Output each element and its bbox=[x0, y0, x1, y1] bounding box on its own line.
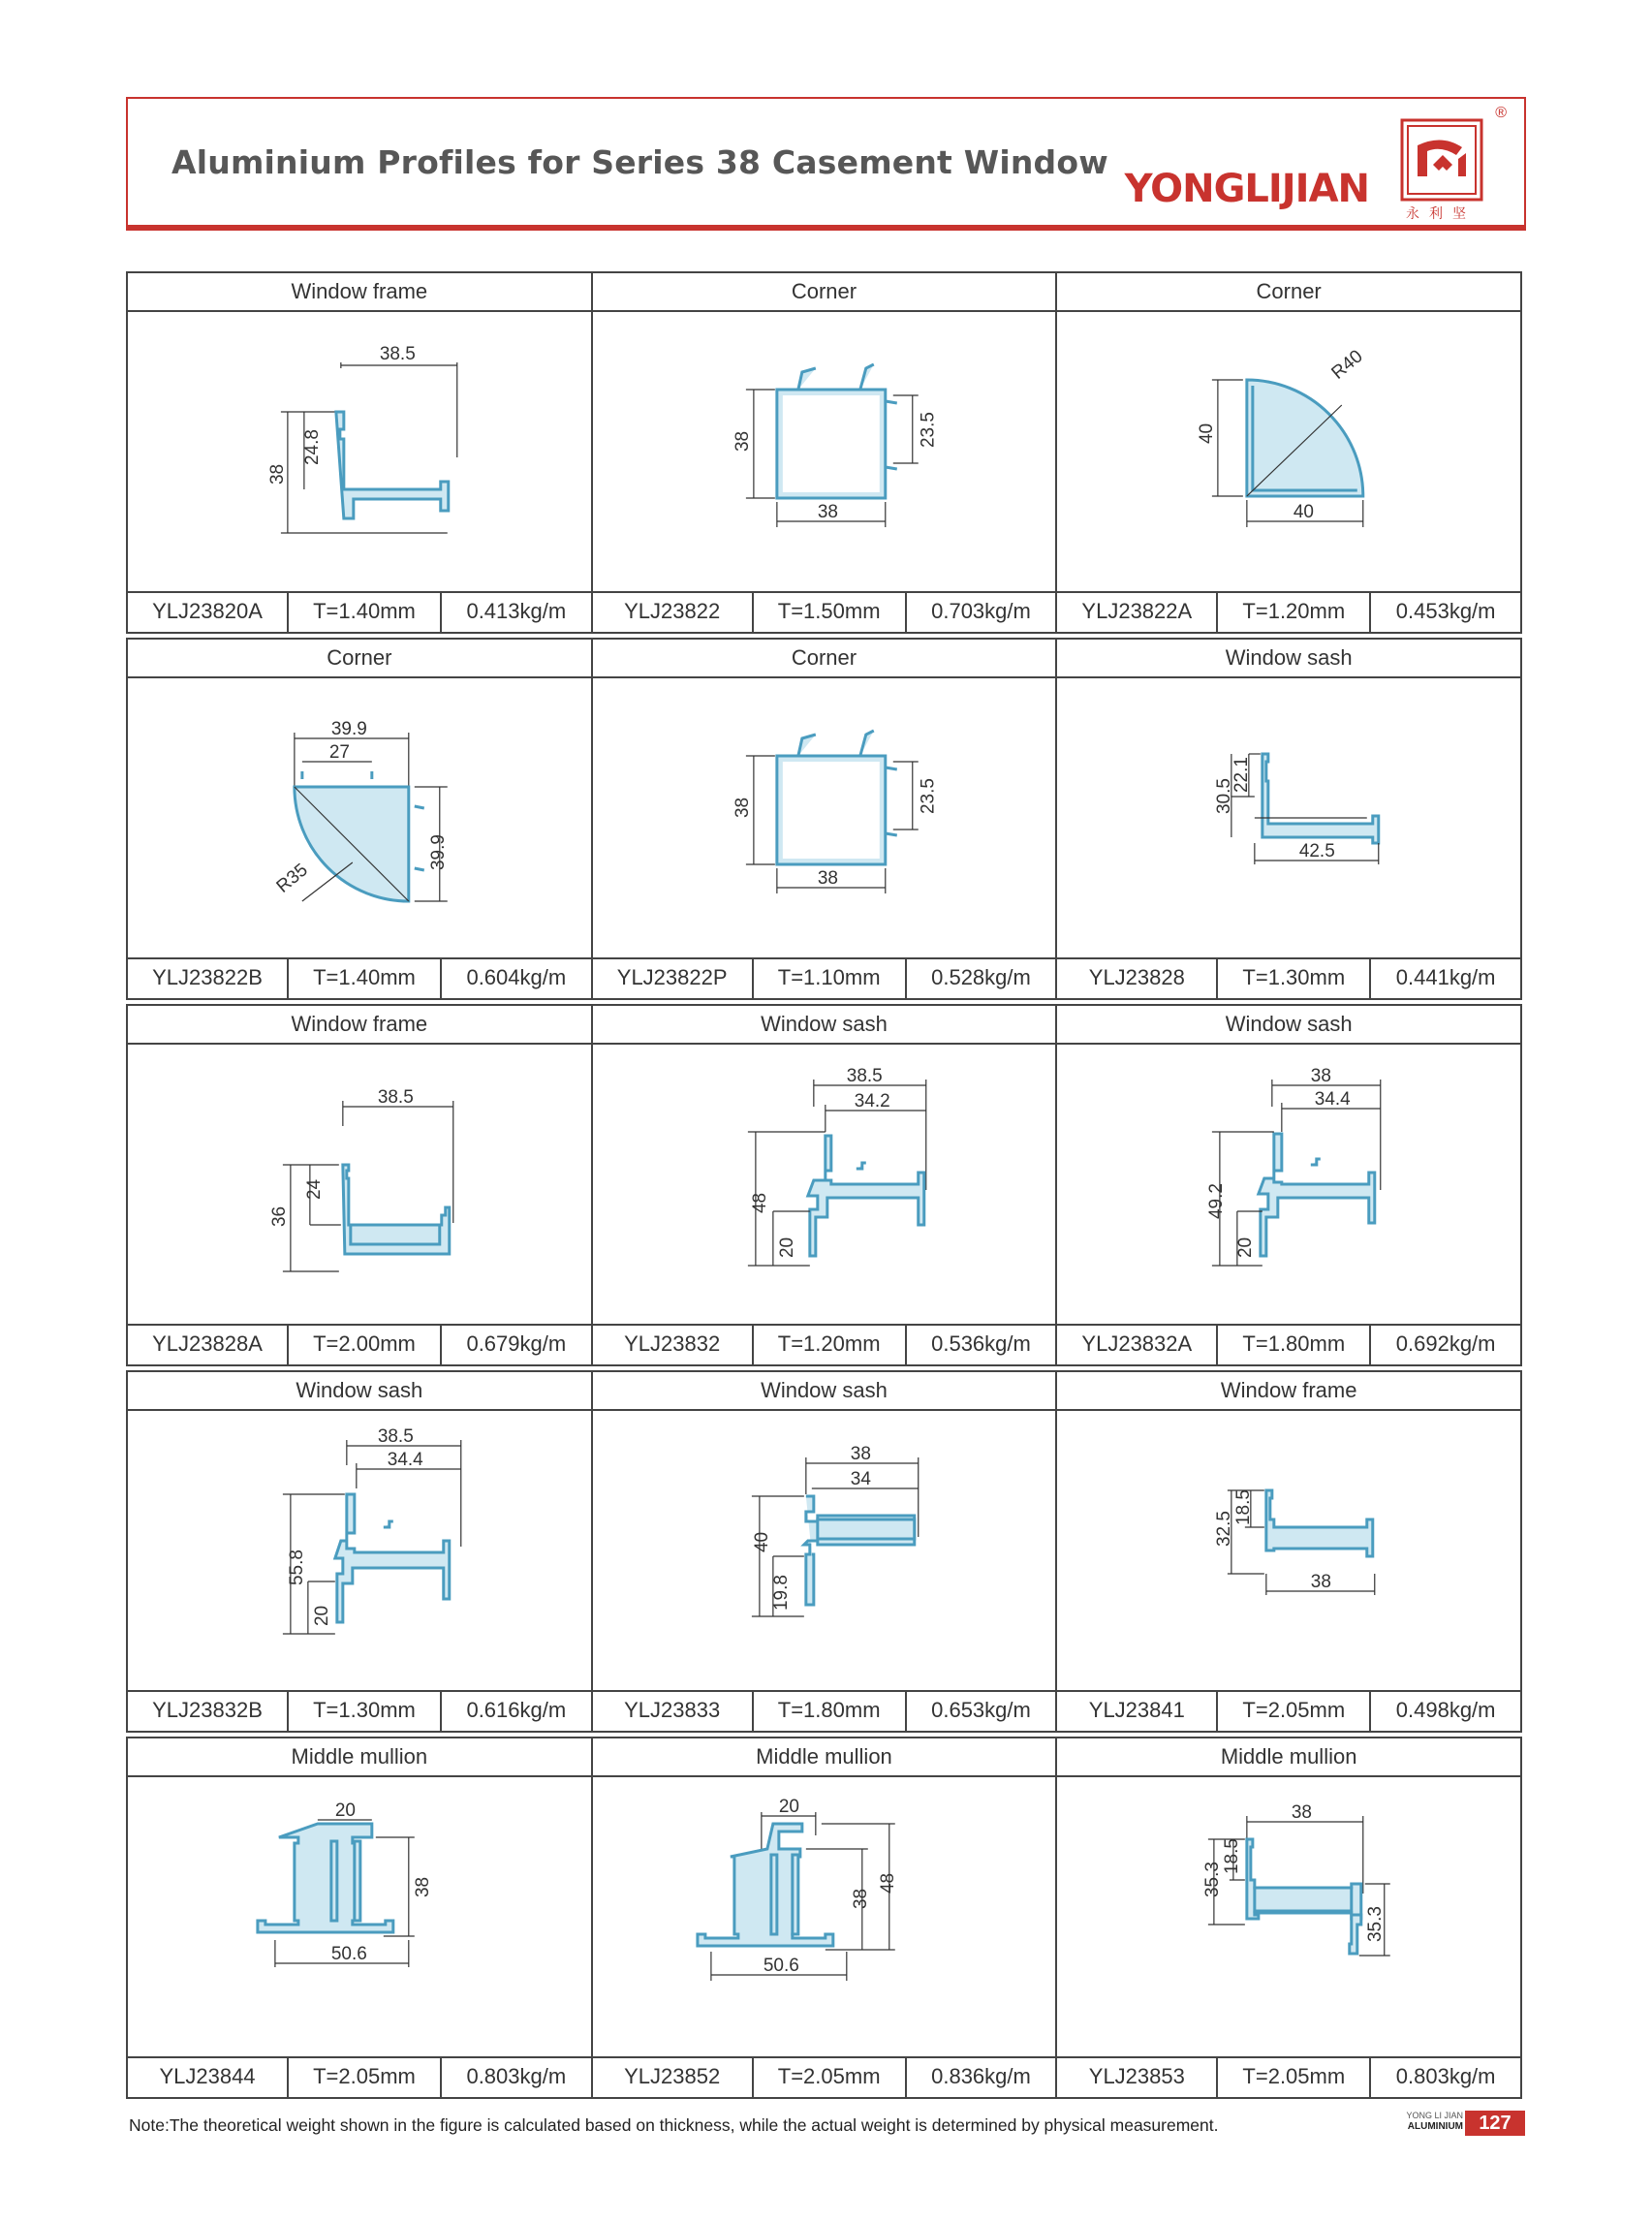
dim-label: 38 bbox=[732, 430, 753, 452]
profile-card bbox=[1055, 271, 1522, 634]
profile-code: YLJ23822 bbox=[593, 593, 754, 632]
dim-label: 22.1 bbox=[1231, 757, 1253, 793]
dim-label: 32.5 bbox=[1214, 1511, 1235, 1547]
profile-title: Window sash bbox=[593, 1372, 1056, 1411]
profile-card bbox=[591, 1370, 1058, 1733]
profile-weight: 0.528kg/m bbox=[931, 965, 1031, 989]
profile-card bbox=[126, 1370, 593, 1733]
profile-thickness: T=1.20mm bbox=[754, 1326, 907, 1364]
profile-row bbox=[126, 1737, 1526, 2099]
profile-title: Middle mullion bbox=[128, 1738, 591, 1777]
profile-drawing bbox=[128, 312, 591, 589]
profile-title: Window sash bbox=[1057, 640, 1520, 678]
profile-drawing bbox=[593, 1411, 1056, 1688]
profile-spec-row bbox=[593, 1690, 1056, 1731]
dim-label: 42.5 bbox=[1299, 840, 1336, 862]
profile-code: YLJ23828 bbox=[1057, 959, 1218, 998]
profile-code: YLJ23852 bbox=[593, 2058, 754, 2097]
profile-drawing bbox=[128, 1045, 591, 1322]
profile-spec-row bbox=[128, 591, 591, 632]
profile-weight: 0.536kg/m bbox=[931, 1331, 1031, 1356]
profile-weight: 0.803kg/m bbox=[1395, 2064, 1496, 2088]
dim-label: 38.5 bbox=[377, 1425, 414, 1448]
profile-thickness: T=2.05mm bbox=[1218, 1692, 1371, 1731]
profile-thickness: T=2.00mm bbox=[289, 1326, 442, 1364]
profile-weight: 0.653kg/m bbox=[931, 1698, 1031, 1722]
profile-thickness: T=2.05mm bbox=[289, 2058, 442, 2097]
profile-code: YLJ23841 bbox=[1057, 1692, 1218, 1731]
dim-label: 38 bbox=[1292, 1801, 1313, 1824]
dim-label: 40 bbox=[1197, 423, 1218, 444]
dim-label: 34 bbox=[850, 1468, 871, 1490]
profile-spec-row bbox=[1057, 2056, 1520, 2097]
profile-weight: 0.604kg/m bbox=[466, 965, 567, 989]
profile-card bbox=[126, 1737, 593, 2099]
dim-label: 27 bbox=[328, 741, 350, 764]
profile-code: YLJ23822A bbox=[1057, 593, 1218, 632]
dim-label: 40 bbox=[751, 1531, 772, 1552]
profile-thickness: T=1.50mm bbox=[754, 593, 907, 632]
profile-code: YLJ23844 bbox=[128, 2058, 289, 2097]
profile-title: Window frame bbox=[1057, 1372, 1520, 1411]
profile-grid bbox=[126, 271, 1526, 2103]
profile-card bbox=[126, 271, 593, 634]
profile-card bbox=[126, 1004, 593, 1366]
dim-label: 20 bbox=[776, 1237, 797, 1258]
profile-drawing bbox=[593, 1045, 1056, 1322]
dim-label: 39.9 bbox=[330, 718, 367, 740]
dim-label: 38 bbox=[1311, 1571, 1332, 1593]
profile-title: Window sash bbox=[1057, 1006, 1520, 1045]
profile-spec-row bbox=[1057, 1324, 1520, 1364]
profile-spec-row bbox=[1057, 1690, 1520, 1731]
profile-spec-row bbox=[128, 957, 591, 998]
profile-spec-row bbox=[128, 1324, 591, 1364]
profile-thickness: T=1.10mm bbox=[754, 959, 907, 998]
dim-label: 50.6 bbox=[330, 1943, 367, 1965]
dim-label: 38 bbox=[1311, 1065, 1332, 1087]
profile-thickness: T=1.30mm bbox=[289, 1692, 442, 1731]
dim-label: 40 bbox=[1294, 501, 1315, 523]
profile-spec-row bbox=[593, 2056, 1056, 2097]
profile-drawing bbox=[1057, 312, 1520, 589]
profile-card bbox=[1055, 638, 1522, 1000]
dim-label: 38 bbox=[817, 867, 838, 890]
footer-brand-line1: YONG LI JIAN bbox=[1406, 2111, 1463, 2120]
profile-code: YLJ23833 bbox=[593, 1692, 754, 1731]
profile-code: YLJ23822P bbox=[593, 959, 754, 998]
profile-spec-row bbox=[128, 2056, 591, 2097]
profile-code: YLJ23828A bbox=[128, 1326, 289, 1364]
dim-label: 38.5 bbox=[377, 1086, 414, 1109]
profile-drawing bbox=[593, 312, 1056, 589]
profile-spec-row bbox=[593, 1324, 1056, 1364]
profile-row bbox=[126, 1370, 1526, 1733]
profile-spec-row bbox=[593, 591, 1056, 632]
footer-brand-line2: ALUMINIUM bbox=[1407, 2121, 1463, 2132]
dim-label: 49.2 bbox=[1206, 1183, 1228, 1219]
profile-card bbox=[126, 638, 593, 1000]
profile-title: Middle mullion bbox=[1057, 1738, 1520, 1777]
dim-label: 20 bbox=[778, 1796, 799, 1818]
page-title: Aluminium Profiles for Series 38 Casement Window bbox=[171, 143, 1108, 181]
profile-card bbox=[1055, 1004, 1522, 1366]
page-number: 127 bbox=[1465, 2111, 1525, 2136]
profile-title: Corner bbox=[593, 273, 1056, 312]
profile-spec-row bbox=[1057, 591, 1520, 632]
profile-thickness: T=1.20mm bbox=[1218, 593, 1371, 632]
footnote: Note:The theoretical weight shown in the figure is calculated based on thickness, while the actual weight is determined by physical measurement. bbox=[129, 2115, 1219, 2135]
profile-code: YLJ23820A bbox=[128, 593, 289, 632]
profile-thickness: T=1.40mm bbox=[289, 593, 442, 632]
profile-title: Window sash bbox=[593, 1006, 1056, 1045]
profile-code: YLJ23832 bbox=[593, 1326, 754, 1364]
profile-card bbox=[1055, 1370, 1522, 1733]
profile-weight: 0.498kg/m bbox=[1395, 1698, 1496, 1722]
profile-drawing bbox=[128, 1777, 591, 2054]
dim-label: 38 bbox=[850, 1443, 871, 1465]
dim-label: R35 bbox=[272, 860, 312, 897]
footer-brand bbox=[1395, 2111, 1463, 2132]
profile-code: YLJ23832B bbox=[128, 1692, 289, 1731]
dim-label: 38 bbox=[850, 1888, 871, 1909]
profile-thickness: T=1.80mm bbox=[1218, 1326, 1371, 1364]
profile-title: Corner bbox=[128, 640, 591, 678]
dim-label: 24 bbox=[303, 1178, 325, 1200]
dim-label: 38 bbox=[817, 501, 838, 523]
profile-row bbox=[126, 638, 1526, 1000]
profile-thickness: T=1.30mm bbox=[1218, 959, 1371, 998]
profile-weight: 0.616kg/m bbox=[466, 1698, 567, 1722]
profile-drawing bbox=[1057, 678, 1520, 955]
dim-label: 20 bbox=[1235, 1237, 1257, 1258]
page-header bbox=[126, 97, 1526, 231]
profile-drawing bbox=[1057, 1045, 1520, 1322]
profile-code: YLJ23853 bbox=[1057, 2058, 1218, 2097]
profile-drawing bbox=[1057, 1777, 1520, 2054]
dim-label: 20 bbox=[334, 1800, 356, 1822]
profile-title: Window frame bbox=[128, 1006, 591, 1045]
dim-label: 23.5 bbox=[918, 412, 939, 448]
profile-title: Window sash bbox=[128, 1372, 591, 1411]
dim-label: 50.6 bbox=[763, 1955, 799, 1977]
profile-card bbox=[591, 271, 1058, 634]
profile-drawing bbox=[593, 1777, 1056, 2054]
dim-label: 38.5 bbox=[846, 1065, 883, 1087]
dim-label: 48 bbox=[749, 1192, 770, 1213]
profile-thickness: T=1.40mm bbox=[289, 959, 442, 998]
dim-label: 38.5 bbox=[379, 343, 416, 365]
dim-label: 24.8 bbox=[301, 429, 323, 465]
dim-label: 38 bbox=[412, 1876, 433, 1897]
profile-spec-row bbox=[593, 957, 1056, 998]
profile-code: YLJ23822B bbox=[128, 959, 289, 998]
dim-label: R40 bbox=[1327, 346, 1367, 384]
profile-weight: 0.441kg/m bbox=[1395, 965, 1496, 989]
brand-chinese-name: 永利坚 bbox=[1406, 205, 1476, 221]
profile-weight: 0.703kg/m bbox=[931, 599, 1031, 623]
brand-logo-icon bbox=[1398, 116, 1485, 204]
profile-title: Corner bbox=[1057, 273, 1520, 312]
profile-drawing bbox=[128, 1411, 591, 1688]
dim-label: 55.8 bbox=[286, 1550, 307, 1585]
profile-row bbox=[126, 271, 1526, 634]
dim-label: 30.5 bbox=[1214, 778, 1235, 814]
profile-title: Corner bbox=[593, 640, 1056, 678]
dim-label: 18.5 bbox=[1222, 1838, 1243, 1874]
dim-label: 19.8 bbox=[770, 1575, 792, 1611]
dim-label: 35.3 bbox=[1365, 1906, 1387, 1942]
profile-thickness: T=1.80mm bbox=[754, 1692, 907, 1731]
profile-thickness: T=2.05mm bbox=[754, 2058, 907, 2097]
profile-weight: 0.836kg/m bbox=[931, 2064, 1031, 2088]
dim-label: 20 bbox=[311, 1605, 332, 1626]
dim-label: 35.3 bbox=[1202, 1862, 1224, 1897]
profile-title: Window frame bbox=[128, 273, 591, 312]
dim-label: 36 bbox=[268, 1205, 290, 1227]
profile-card bbox=[1055, 1737, 1522, 2099]
profile-weight: 0.453kg/m bbox=[1395, 599, 1496, 623]
dim-label: 23.5 bbox=[918, 778, 939, 814]
dim-label: 38 bbox=[266, 463, 288, 485]
registered-mark: ® bbox=[1495, 105, 1507, 121]
profile-drawing bbox=[1057, 1411, 1520, 1688]
dim-label: 48 bbox=[877, 1872, 898, 1894]
profile-spec-row bbox=[128, 1690, 591, 1731]
profile-drawing bbox=[593, 678, 1056, 955]
dim-label: 34.4 bbox=[1315, 1088, 1352, 1111]
profile-weight: 0.692kg/m bbox=[1395, 1331, 1496, 1356]
profile-drawing bbox=[128, 678, 591, 955]
dim-label: 34.4 bbox=[387, 1449, 423, 1471]
dim-label: 38 bbox=[732, 797, 753, 818]
profile-spec-row bbox=[1057, 957, 1520, 998]
profile-thickness: T=2.05mm bbox=[1218, 2058, 1371, 2097]
profile-weight: 0.413kg/m bbox=[466, 599, 567, 623]
profile-row bbox=[126, 1004, 1526, 1366]
profile-code: YLJ23832A bbox=[1057, 1326, 1218, 1364]
profile-card bbox=[591, 638, 1058, 1000]
dim-label: 34.2 bbox=[854, 1090, 890, 1112]
dim-label: 39.9 bbox=[427, 834, 449, 870]
profile-title: Middle mullion bbox=[593, 1738, 1056, 1777]
dim-label: 18.5 bbox=[1233, 1489, 1255, 1525]
profile-card bbox=[591, 1737, 1058, 2099]
brand-name: YONGLIJIAN bbox=[1124, 167, 1369, 211]
profile-card bbox=[591, 1004, 1058, 1366]
profile-weight: 0.679kg/m bbox=[466, 1331, 567, 1356]
profile-weight: 0.803kg/m bbox=[466, 2064, 567, 2088]
